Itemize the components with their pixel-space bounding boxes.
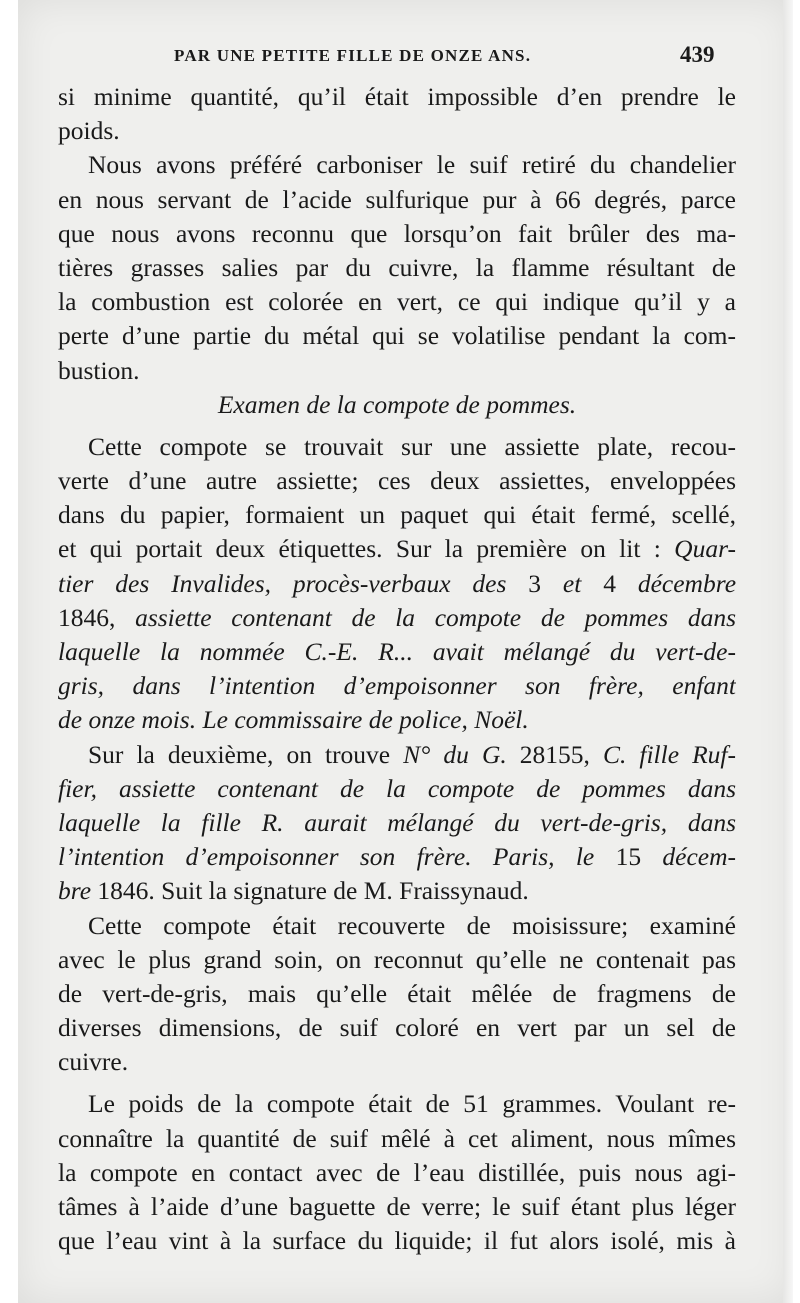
text-segment: perte d’une partie du métal qui se volatilise pendant la com- <box>58 321 736 351</box>
text-segment: Nous avons préféré carboniser le suif retiré du chandelier <box>88 150 736 180</box>
italic-segment: gris, dans l’intention d’empoisonner son frère, enfant <box>58 671 736 701</box>
text-line <box>58 498 736 532</box>
text-line <box>58 80 736 114</box>
text-segment: la combustion est colorée en vert, ce qui indique qu’il y a <box>58 287 736 317</box>
text-line <box>58 1190 736 1224</box>
text-segment: 1846, <box>58 602 136 632</box>
italic-segment: Quar- <box>674 534 736 564</box>
text-line <box>58 567 736 601</box>
text-line <box>58 703 736 737</box>
italic-segment: N° du G. <box>403 739 507 769</box>
text-segment: bustion. <box>58 355 140 385</box>
text-line <box>58 114 736 148</box>
text-segment: et qui portait deux étiquettes. Sur la première on lit : <box>58 534 675 564</box>
text-segment: Le poids de la compote était de 51 grammes. Voulant re- <box>88 1089 736 1119</box>
text-line <box>58 430 736 464</box>
section-heading <box>58 388 736 422</box>
text-line <box>58 601 736 635</box>
text-segment: diverses dimensions, de suif coloré en vert par un sel de <box>58 1013 736 1043</box>
page-number: 439 <box>680 42 715 67</box>
italic-segment: tier des Invalides, procès-verbaux des <box>58 568 529 598</box>
italic-segment: l’intention d’empoisonner son frère. Paris, le <box>58 842 616 872</box>
text-line <box>58 1122 736 1156</box>
text-segment: cuivre. <box>58 1047 129 1077</box>
text-line <box>58 874 736 908</box>
text-segment: 4 <box>603 568 616 598</box>
text-line <box>58 909 736 943</box>
italic-segment: décem- <box>641 842 736 872</box>
text-segment: de vert-de-gris, mais qu’elle était mêlée de fragmens de <box>58 978 736 1008</box>
text-segment: en nous servant de l’acide sulfurique pur à 66 degrés, parce <box>58 184 736 214</box>
text-segment: 15 <box>615 842 642 872</box>
italic-segment: et <box>541 568 604 598</box>
italic-segment: de onze mois. Le commissaire de police, Noël. <box>58 705 529 735</box>
text-line <box>58 1087 736 1121</box>
text-line <box>58 772 736 806</box>
text-segment: que nous avons reconnu que lorsqu’on fait brûler des ma- <box>58 218 736 248</box>
text-line <box>58 1156 736 1190</box>
text-line <box>58 217 736 251</box>
text-line <box>58 840 736 874</box>
text-segment: avec le plus grand soin, on reconnut qu’elle ne contenait pas <box>58 944 736 974</box>
text-line <box>58 1011 736 1045</box>
text-line <box>58 977 736 1011</box>
text-line <box>58 943 736 977</box>
text-segment: dans du papier, formaient un paquet qui était fermé, scellé, <box>58 500 736 530</box>
italic-segment: assiette contenant de la compote de pommes dans <box>135 602 736 632</box>
text-segment: verte d’une autre assiette; ces deux assiettes, enveloppées <box>58 466 736 496</box>
italic-segment: Examen de la compote de pommes. <box>217 389 577 419</box>
italic-segment: laquelle la fille R. aurait mélangé du vert-de-gris, dans <box>58 807 736 837</box>
text-line <box>58 669 736 703</box>
italic-segment: fier, assiette contenant de la compote de pommes dans <box>58 773 736 803</box>
text-line <box>58 183 736 217</box>
text-segment: 3 <box>528 568 542 598</box>
body-text <box>58 80 736 1258</box>
page-header <box>0 38 800 72</box>
text-segment: si minime quantité, qu’il était impossible d’en prendre le <box>58 82 736 111</box>
italic-segment: bre <box>58 876 92 906</box>
text-line <box>58 1224 736 1258</box>
text-segment: Cette compote se trouvait sur une assiette plate, recou- <box>88 431 736 461</box>
text-line <box>58 251 736 285</box>
text-line <box>58 464 736 498</box>
text-segment: la compote en contact avec de l’eau distillée, puis nous agi- <box>58 1157 736 1187</box>
text-segment: que l’eau vint à la surface du liquide; il fut alors isolé, mis à <box>58 1226 736 1256</box>
text-segment: poids. <box>58 116 120 146</box>
text-line <box>58 738 736 772</box>
text-segment: 28155, <box>506 739 603 769</box>
text-segment: tières grasses salies par du cuivre, la flamme résultant de <box>58 252 736 282</box>
page-edge <box>783 0 793 1303</box>
text-line <box>58 354 736 388</box>
text-line <box>58 806 736 840</box>
text-segment: 1846. Suit la signature de M. Fraissynaud. <box>91 876 529 906</box>
text-segment: Cette compote était recouverte de moisissure; examiné <box>88 910 736 940</box>
italic-segment: laquelle la nommée C.-E. R... avait mélangé du vert-de- <box>58 637 736 666</box>
text-line <box>58 532 736 566</box>
italic-segment: C. fille Ruf- <box>602 739 736 769</box>
italic-segment: décembre <box>615 568 736 598</box>
text-segment: tâmes à l’aide d’une baguette de verre; le suif étant plus léger <box>58 1192 736 1221</box>
text-line <box>58 319 736 353</box>
running-head: PAR UNE PETITE FILLE DE ONZE ANS. <box>174 46 532 65</box>
text-line <box>58 635 736 669</box>
text-line <box>58 148 736 182</box>
text-line <box>58 1045 736 1079</box>
text-segment: connaître la quantité de suif mêlé à cet aliment, nous mîmes <box>58 1123 736 1153</box>
text-line <box>58 285 736 319</box>
text-segment: Sur la deuxième, on trouve <box>88 739 404 769</box>
